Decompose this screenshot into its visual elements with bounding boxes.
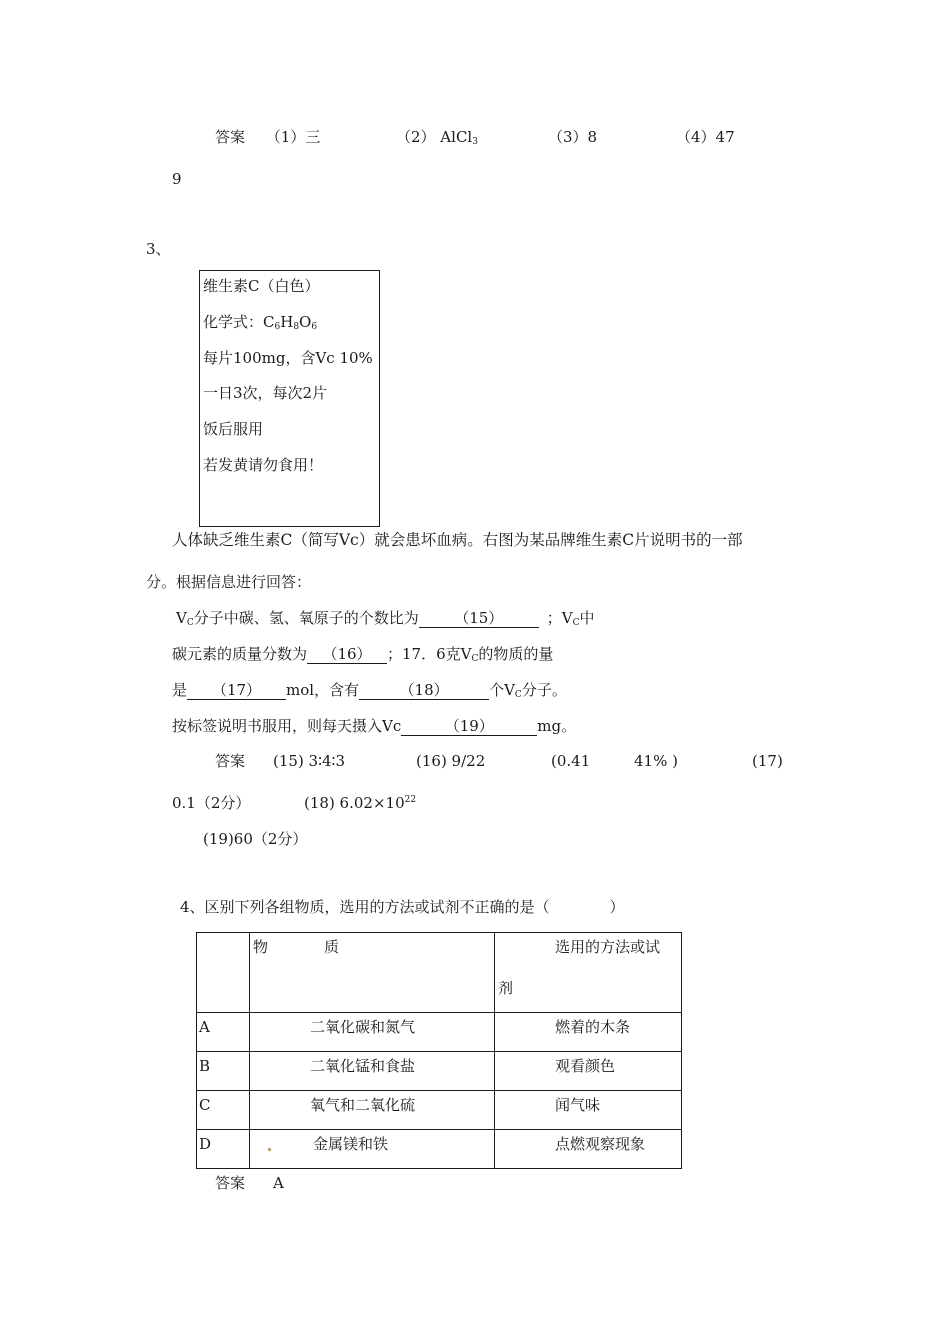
answer-18-text: (18) 6.02×10 [304,794,405,812]
blank-17[interactable]: （17） [187,682,286,700]
question-prefix: 按标签说明书服用，则每天摄入Vc [172,717,402,735]
formula-sub-c: 6 [274,322,281,332]
question-mid: mol，含有 [286,681,360,699]
q3-answer-17-value: 0.1（2分） [172,794,251,812]
method-cell: 闻气味 [555,1096,601,1114]
answer-part-2 [396,130,478,147]
formula-o: O [299,313,312,331]
q3-answer-16-alt-a: (0.41 [551,752,591,770]
question-suffix: ；V [546,609,573,627]
table-row [197,1091,682,1130]
label-line-frequency: 一日3次，每次2片 [203,384,328,402]
question-3-number: 3、 [146,240,171,258]
method-cell: 点燃观察现象 [555,1135,646,1153]
answer-part-2-text: （2） AlCl [396,128,473,146]
q3-question-line-2 [172,646,553,664]
vc-sub: C [186,618,194,628]
question-prefix: 是 [172,681,188,699]
vc-v: V [176,609,187,627]
substance-cell: 金属镁和铁 [313,1135,389,1153]
q3-answer-label: 答案 [215,752,246,770]
formula-sub-o: 6 [311,322,318,332]
header-substance-char-1: 物 [253,938,269,956]
q3-answer-18 [304,796,416,811]
header-cell-option [197,933,250,1013]
table-row [197,1130,682,1169]
q3-question-line-3 [172,682,567,700]
formula-h: H [280,313,294,331]
substance-cell: 氧气和二氧化硫 [310,1096,416,1114]
table-header-row [197,933,682,1013]
blank-18[interactable]: （18） [359,682,489,700]
label-line-1: 维生素C（白色） [203,277,320,295]
q3-answer-16-alt-b: 41% ) [634,752,678,770]
header-method-line-1: 选用的方法或试 [555,938,661,956]
header-cell-method [495,933,682,1013]
table-row [197,1052,682,1091]
blank-19[interactable]: （19） [401,718,537,736]
substance-cell: 二氧化锰和食盐 [310,1057,416,1075]
answer-part-1: （1）三 [265,128,321,146]
vitamin-c-label-box [199,270,380,527]
q3-question-line-4 [172,718,576,736]
q3-intro-line-2: 分。根据信息进行回答： [146,573,312,591]
header-cell-substance [250,933,495,1013]
question-text: 碳元素的质量分数为 [172,645,308,663]
question-suffix: mg。 [537,717,577,735]
q3-answer-17-label: (17) [752,752,783,770]
answer-part-3: （3）8 [548,128,598,146]
answer-continuation: 9 [172,170,182,188]
question-suffix-end: 分子。 [521,681,567,699]
question-mid: ；17．6克V [387,645,472,663]
q3-answer-19: (19)60（2分） [203,830,308,848]
question-suffix: 个V [489,681,515,699]
answer-part-2-subscript: 3 [472,137,478,147]
answer-label: 答案 [215,128,246,146]
comparison-table [196,932,682,1169]
label-line-formula [203,315,317,332]
q4-answer-value: A [273,1174,284,1192]
stray-dot [268,1148,271,1151]
label-line-warning: 若发黄请勿食用！ [203,456,324,474]
question-suffix: 的物质的量 [478,645,554,663]
answer-part-4: （4）47 [676,128,735,146]
blank-16[interactable]: （16） [307,646,387,664]
q3-answer-16: (16) 9/22 [416,752,486,770]
method-cell: 燃着的木条 [555,1018,631,1036]
label-line-after-meal: 饭后服用 [203,420,264,438]
answer-18-exponent: 22 [404,795,417,805]
question-suffix-end: 中 [579,609,595,627]
header-method-line-2: 剂 [498,979,514,997]
q3-intro-line-1: 人体缺乏维生素C（简写Vc）就会患坏血病。右图为某品牌维生素C片说明书的一部 [172,531,743,549]
q3-answer-15: (15) 3∶4∶3 [273,752,345,770]
formula-prefix: 化学式：C [203,313,275,331]
table-row [197,1013,682,1052]
question-4: 4、区别下列各组物质，选用的方法或试剂不正确的是（ ） [180,898,625,916]
option-label: C [199,1096,211,1114]
question-text: 分子中碳、氢、氧原子的个数比为 [193,609,419,627]
q4-answer-label: 答案 [215,1174,246,1192]
formula-sub-h: 8 [293,322,300,332]
option-label: D [199,1135,212,1153]
header-substance-char-2: 质 [324,938,340,956]
label-line-dose: 每片100mg，含Vc 10% [203,349,373,367]
vc-sub: C [514,690,522,700]
substance-cell: 二氧化碳和氮气 [310,1018,416,1036]
blank-15[interactable]: （15） [419,610,539,628]
q3-question-line-1 [176,610,595,628]
vc-sub: C [471,654,479,664]
method-cell: 观看颜色 [555,1057,616,1075]
vc-sub-2: C [572,618,580,628]
option-label: A [199,1018,210,1036]
q2-answer-line [215,130,320,145]
option-label: B [199,1057,211,1075]
